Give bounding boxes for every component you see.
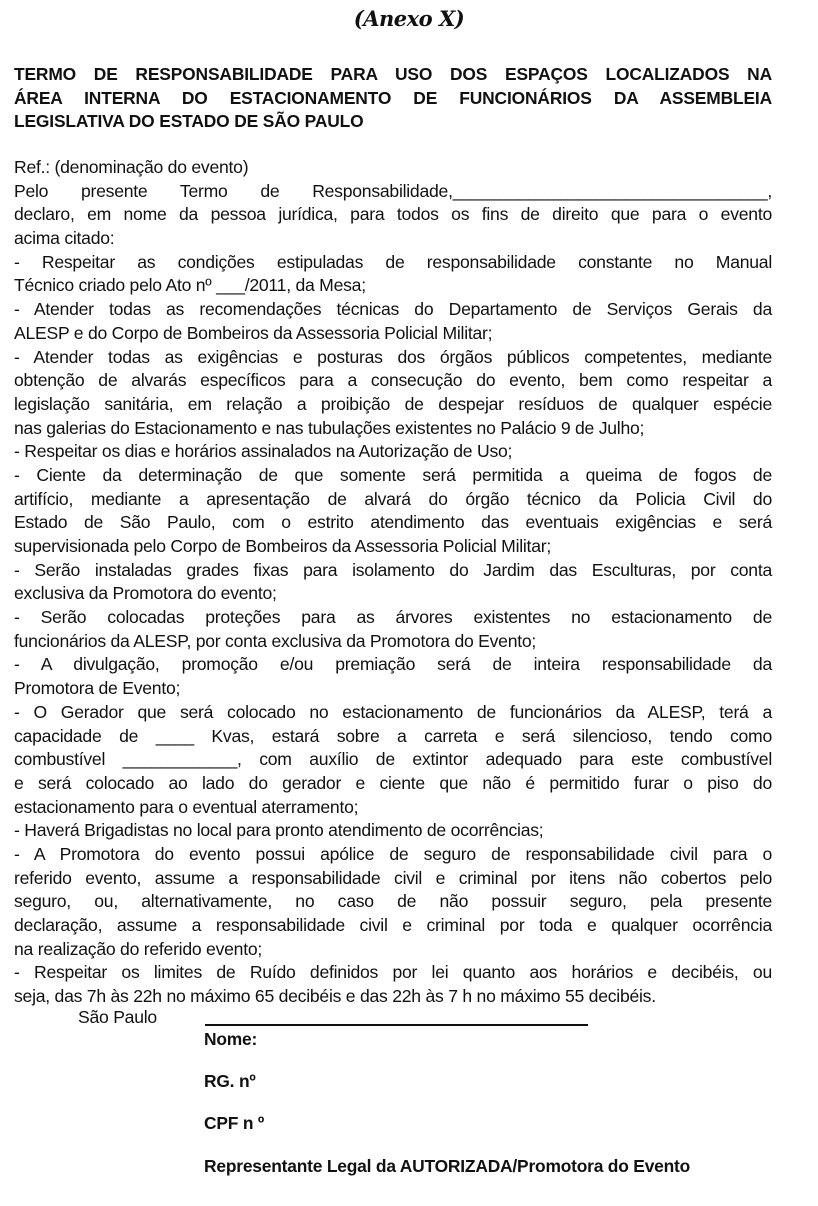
body-line: - Ciente da determinação de que somente será permitida a queima de fogos de xyxy=(14,464,772,485)
body-line: - Atender todas as recomendações técnicas do Departamento de Serviços Gerais da xyxy=(14,299,772,320)
body-line: - Respeitar os limites de Ruído definidos por lei quanto aos horários e decibéis, ou xyxy=(14,962,772,983)
body-line: - Respeitar as condições estipuladas de responsabilidade constante no Manual xyxy=(14,251,772,272)
title-line: LEGISLATIVA DO ESTADO DE SÃO PAULO xyxy=(14,111,364,131)
body-line: - Atender todas as exigências e posturas dos órgãos públicos competentes, mediante xyxy=(14,346,772,367)
body-line: - Serão instaladas grades fixas para isolamento do Jardim das Esculturas, por conta xyxy=(14,559,772,580)
body-line: Ref.: (denominação do evento) xyxy=(14,157,249,177)
title-line: TERMO DE RESPONSABILIDADE PARA USO DOS ESPAÇOS LOCALIZADOS NA xyxy=(14,64,772,84)
legal-representative-label: Representante Legal da AUTORIZADA/Promotora do Evento xyxy=(204,1156,691,1176)
body-line: referido evento, assume a responsabilidade civil e criminal por itens não cobertos pelo xyxy=(14,867,772,888)
body-line: capacidade de ____ Kvas, estará sobre a carreta e será silencioso, tendo como xyxy=(14,725,772,746)
title-line: ÁREA INTERNA DO ESTACIONAMENTO DE FUNCIONÁRIOS DA ASSEMBLEIA xyxy=(14,87,772,108)
annex-label: (Anexo X) xyxy=(353,6,465,31)
body-line: - Haverá Brigadistas no local para pronto atendimento de ocorrências; xyxy=(14,820,544,841)
body-line: - Serão colocadas proteções para as árvores existentes no estacionamento de xyxy=(14,607,772,628)
rg-label: RG. nº xyxy=(204,1071,256,1091)
body-line: - A divulgação, promoção e/ou premiação será de inteira responsabilidade da xyxy=(14,654,772,675)
body-line: declaração, assume a responsabilidade civil e criminal por toda e qualquer ocorrência xyxy=(14,915,772,935)
body-line: - A Promotora do evento possui apólice de seguro de responsabilidade civil para o xyxy=(14,843,772,864)
body-line: estacionamento para o eventual aterramento; xyxy=(14,796,359,817)
body-line: declaro, em nome da pessoa jurídica, para todos os fins de direito que para o evento xyxy=(14,204,772,225)
body-line: funcionários da ALESP, por conta exclusiva da Promotora do Evento; xyxy=(14,630,537,651)
body-line: e será colocado ao lado do gerador e ciente que não é permitido furar o piso do xyxy=(14,772,772,793)
body-line: exclusiva da Promotora do evento; xyxy=(14,583,277,604)
body-line: combustível ____________, com auxílio de extintor adequado para este combustível xyxy=(14,749,772,770)
document-title xyxy=(14,63,772,134)
body-line: seja, das 7h às 22h no máximo 65 decibéis e das 22h às 7 h no máximo 55 decibéis. xyxy=(14,986,656,1007)
body-line: Técnico criado pelo Ato nº ___/2011, da Mesa; xyxy=(14,275,366,296)
body-line: supervisionada pelo Corpo de Bombeiros da Assessoria Policial Militar; xyxy=(14,536,551,556)
name-label: Nome: xyxy=(204,1029,258,1049)
body-line: Estado de São Paulo, com o estrito atendimento das eventuais exigências e será xyxy=(14,512,772,533)
city-label: São Paulo xyxy=(78,1007,157,1027)
body-line: nas galerias do Estacionamento e nas tubulações existentes no Palácio 9 de Julho; xyxy=(14,417,645,438)
body-line: ALESP e do Corpo de Bombeiros da Assessoria Policial Militar; xyxy=(14,322,493,343)
body-line: Promotora de Evento; xyxy=(14,678,181,699)
body-line: Pelo presente Termo de Responsabilidade,_________________________________, xyxy=(14,180,772,201)
body-line: - O Gerador que será colocado no estacionamento de funcionários da ALESP, terá a xyxy=(14,701,772,722)
body-line: acima citado: xyxy=(14,228,115,249)
body-line: legislação sanitária, em relação a proibição de despejar resíduos de qualquer espécie xyxy=(14,393,772,414)
body-line: seguro, ou, alternativamente, no caso de não possuir seguro, pela presente xyxy=(14,891,772,912)
body-line: na realização do referido evento; xyxy=(14,938,263,959)
body-line: artifício, mediante a apresentação de alvará do órgão técnico da Policia Civil do xyxy=(14,488,772,509)
body-line: - Respeitar os dias e horários assinalados na Autorização de Uso; xyxy=(14,441,513,462)
cpf-label: CPF n º xyxy=(204,1113,265,1133)
document-body xyxy=(14,156,772,1009)
signature-line xyxy=(205,1024,588,1026)
body-line: obtenção de alvarás específicos para a consecução do evento, bem como respeitar a xyxy=(14,370,772,391)
